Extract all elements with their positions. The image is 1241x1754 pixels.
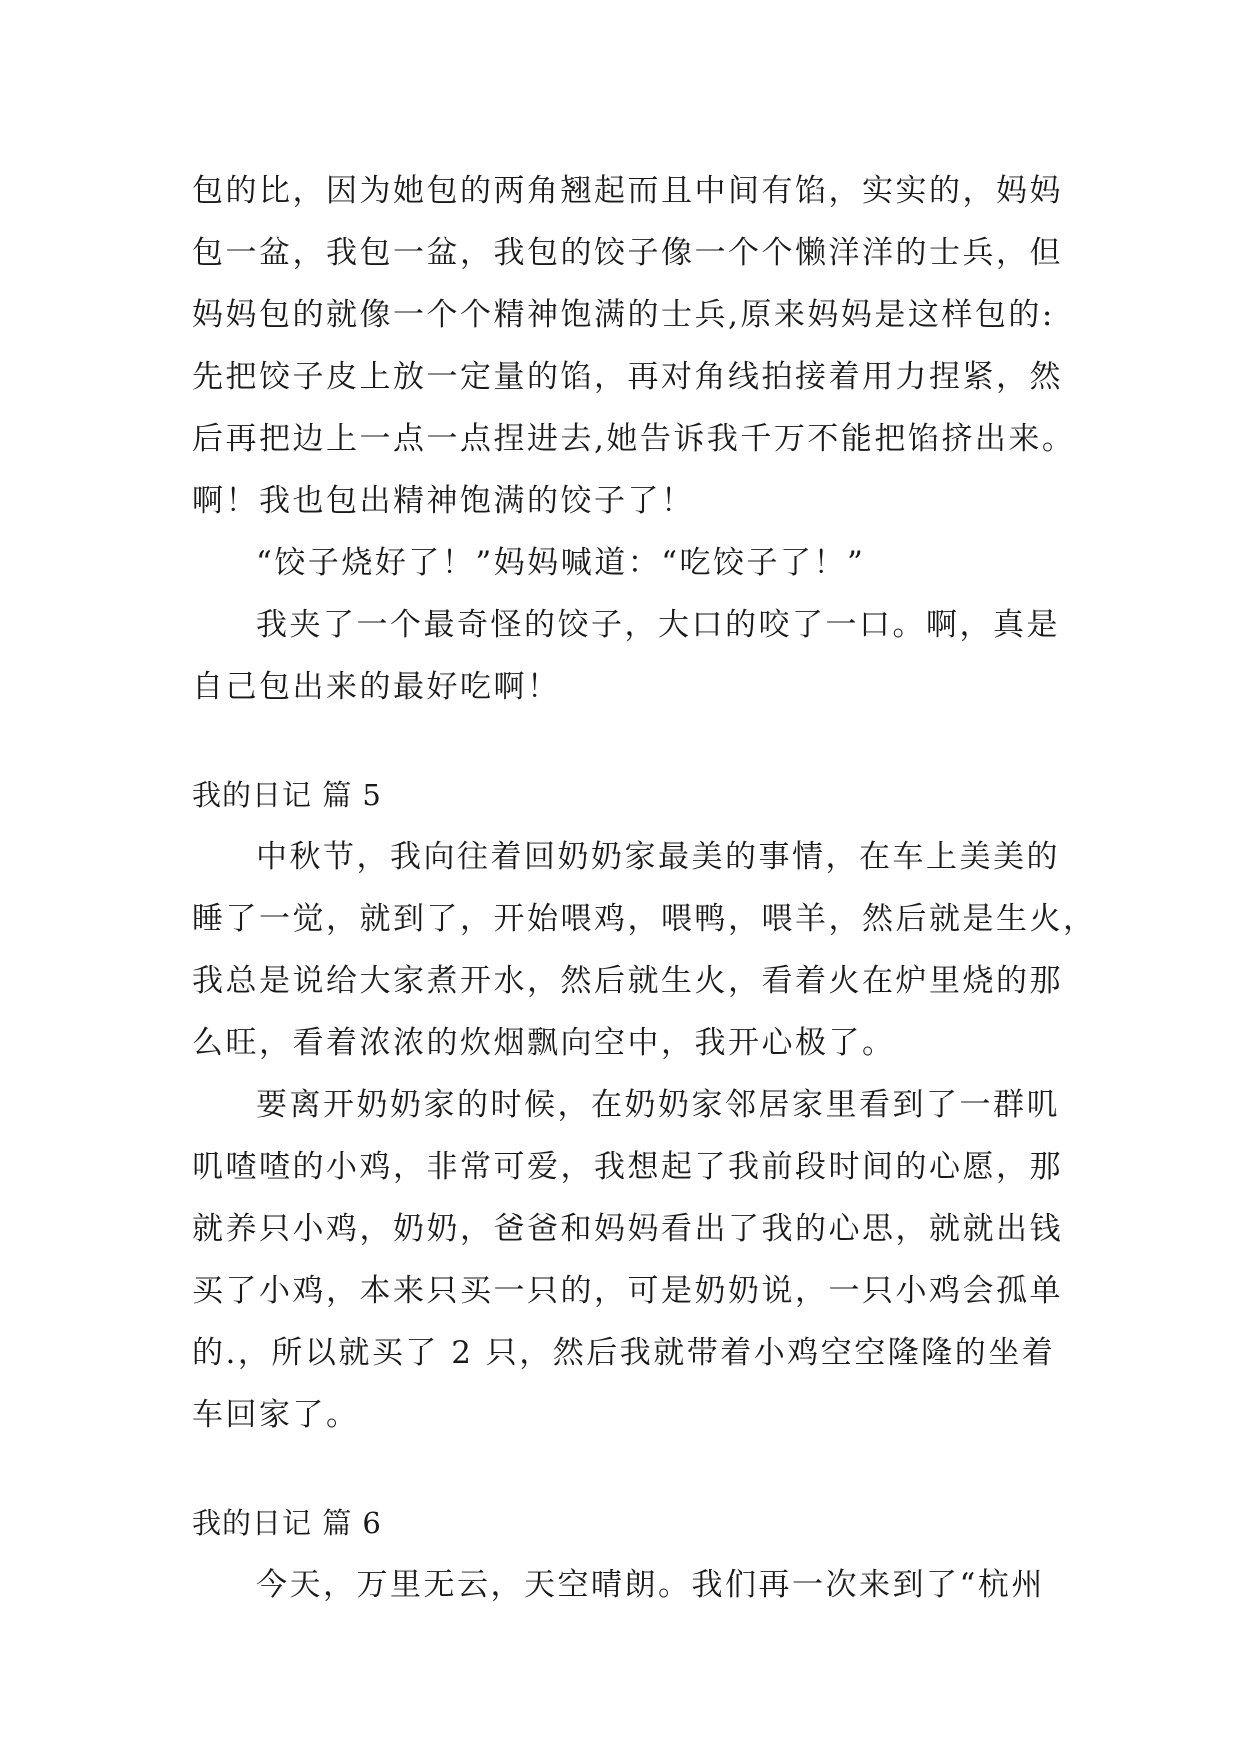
text-line: 先把饺子皮上放一定量的馅，再对角线拍接着用力捏紧，然 xyxy=(192,359,1063,395)
document-body xyxy=(192,160,1097,1616)
text-line: 包一盆，我包一盆，我包的饺子像一个个懒洋洋的士兵，但 xyxy=(192,235,1063,271)
text-line: 妈妈包的就像一个个精神饱满的士兵,原来妈妈是这样包的: xyxy=(192,297,1055,333)
text-line: 我夹了一个最奇怪的饺子，大口的咬了一口。啊，真是 xyxy=(256,607,1060,643)
text-line: 叽喳喳的小鸡，非常可爱，我想起了我前段时间的心愿，那 xyxy=(192,1149,1063,1185)
text-line: 后再把边上一点一点捏进去,她告诉我千万不能把馅挤出来。 xyxy=(192,421,1076,457)
text-line: 中秋节，我向往着回奶奶家最美的事情，在车上美美的 xyxy=(256,839,1060,875)
text-line: “饺子烧好了！”妈妈喊道：“吃饺子了！” xyxy=(256,545,866,581)
paragraph xyxy=(192,532,1052,594)
text-line: 啊！我也包出精神饱满的饺子了！ xyxy=(192,483,695,519)
text-line: 的.，所以就买了 2 只，然后我就带着小鸡空空隆隆的坐着 xyxy=(192,1335,1056,1371)
text-line: 买了小鸡，本来只买一只的，可是奶奶说，一只小鸡会孤单 xyxy=(192,1273,1063,1309)
text-line: 自己包出来的最好吃啊！ xyxy=(192,669,561,705)
section-spacer xyxy=(192,718,1052,764)
text-line: 我总是说给大家煮开水，然后就生火，看着火在炉里烧的那 xyxy=(192,963,1063,999)
text-line: 么旺，看着浓浓的炊烟飘向空中，我开心极了。 xyxy=(192,1025,896,1061)
paragraph xyxy=(192,1074,1063,1446)
paragraph xyxy=(192,1554,1052,1616)
text-line: 睡了一觉，就到了，开始喂鸡，喂鸭，喂羊，然后就是生火， xyxy=(192,901,1097,937)
text-line: 今天，万里无云，天空晴朗。我们再一次来到了“杭州 xyxy=(256,1567,1045,1603)
section-heading: 我的日记 篇 5 xyxy=(192,778,382,812)
text-line: 包的比，因为她包的两角翘起而且中间有馅，实实的，妈妈 xyxy=(192,173,1063,209)
text-line: 就养只小鸡，奶奶，爸爸和妈妈看出了我的心思，就就出钱 xyxy=(192,1211,1063,1247)
paragraph xyxy=(192,594,1060,718)
paragraph xyxy=(192,160,1076,532)
text-line: 要离开奶奶家的时候，在奶奶家邻居家里看到了一群叽 xyxy=(256,1087,1060,1123)
paragraph xyxy=(192,826,1097,1074)
text-line: 车回家了。 xyxy=(192,1397,360,1433)
section-spacer xyxy=(192,1446,1052,1492)
section-heading: 我的日记 篇 6 xyxy=(192,1506,382,1540)
